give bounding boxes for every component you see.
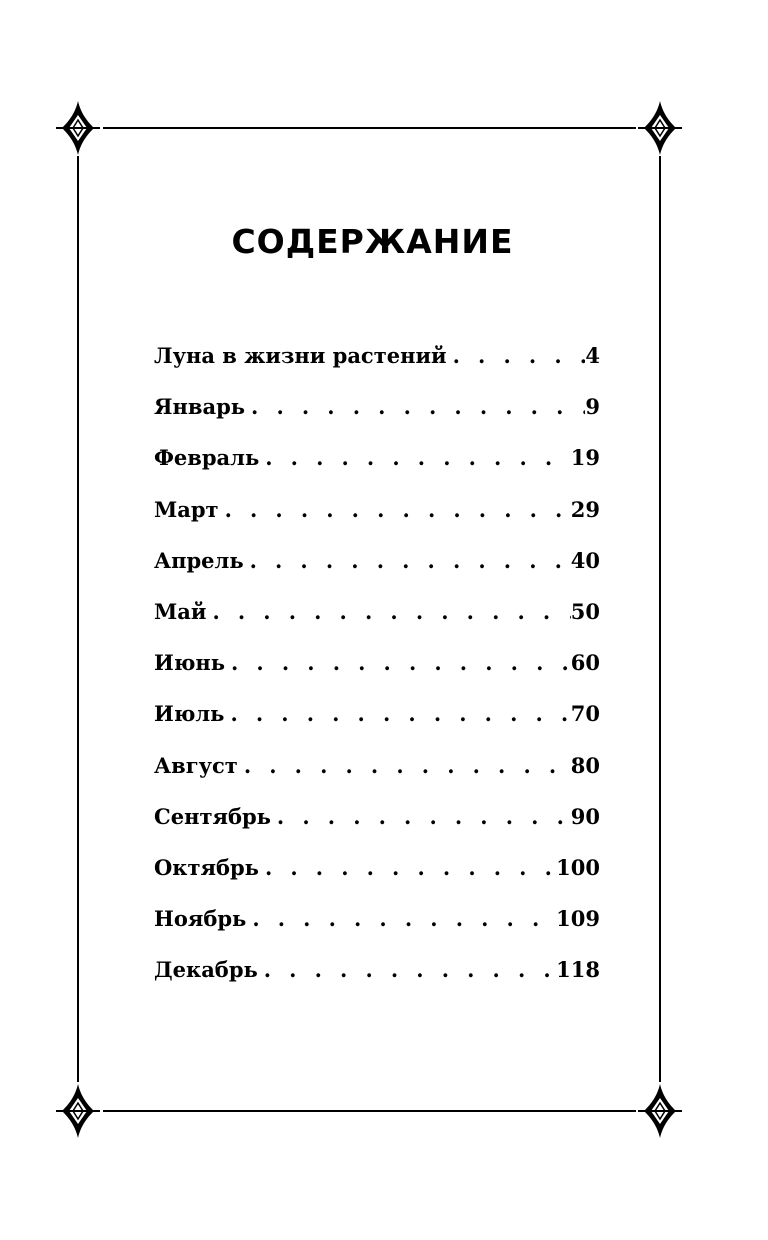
toc-dot-leader xyxy=(453,340,586,372)
toc-entry-title: Июль xyxy=(154,701,225,727)
toc-entry-title: Декабрь xyxy=(154,957,258,983)
toc-entry-page-number: 4 xyxy=(585,343,600,368)
toc-dot-leader xyxy=(251,391,585,423)
toc-dot-leader xyxy=(244,750,571,782)
toc-entry-title: Февраль xyxy=(154,445,260,471)
diamond-ornament-icon xyxy=(56,1084,100,1138)
toc-entry[interactable] xyxy=(154,698,600,749)
toc-entry-page-number: 29 xyxy=(570,496,600,522)
toc-entry[interactable] xyxy=(154,340,600,391)
toc-entry-title: Луна в жизни растений xyxy=(154,343,447,368)
toc-entry[interactable] xyxy=(154,954,600,1005)
toc-dot-leader xyxy=(250,545,571,577)
toc-dot-leader xyxy=(230,698,570,730)
diamond-ornament-icon xyxy=(638,1084,682,1138)
toc-entry-page-number: 60 xyxy=(570,650,600,676)
toc-entry-title: Август xyxy=(154,752,238,778)
toc-dot-leader xyxy=(265,852,556,884)
table-of-contents xyxy=(154,340,600,1005)
toc-entry-page-number: 90 xyxy=(570,803,600,829)
toc-entry-page-number: 9 xyxy=(585,394,600,420)
toc-entry-page-number: 80 xyxy=(570,752,600,778)
toc-entry-title: Апрель xyxy=(154,547,244,573)
toc-entry[interactable] xyxy=(154,852,600,903)
toc-entry-title: Май xyxy=(154,598,207,624)
toc-entry-page-number: 109 xyxy=(556,906,600,932)
toc-entry-page-number: 70 xyxy=(570,701,600,727)
toc-entry-page-number: 100 xyxy=(556,854,600,880)
toc-entry[interactable] xyxy=(154,391,600,442)
toc-entry-title: Сентябрь xyxy=(154,803,271,829)
toc-entry[interactable] xyxy=(154,442,600,493)
toc-entry[interactable] xyxy=(154,750,600,801)
toc-dot-leader xyxy=(252,903,556,935)
toc-entry-page-number: 50 xyxy=(570,598,600,624)
toc-entry-title: Март xyxy=(154,496,219,522)
toc-dot-leader xyxy=(231,647,571,679)
diamond-ornament-icon xyxy=(638,101,682,155)
toc-dot-leader xyxy=(265,442,571,474)
toc-entry-title: Июнь xyxy=(154,650,225,676)
toc-entry-title: Январь xyxy=(154,394,246,420)
page-title: СОДЕРЖАНИЕ xyxy=(231,222,514,261)
diamond-ornament-icon xyxy=(56,101,100,155)
toc-dot-leader xyxy=(225,494,571,526)
toc-entry[interactable] xyxy=(154,903,600,954)
toc-entry-title: Октябрь xyxy=(154,854,259,880)
toc-entry[interactable] xyxy=(154,494,600,545)
toc-entry[interactable] xyxy=(154,545,600,596)
toc-entry-page-number: 19 xyxy=(570,445,600,471)
toc-entry-page-number: 40 xyxy=(570,547,600,573)
toc-entry-title: Ноябрь xyxy=(154,906,247,932)
toc-entry[interactable] xyxy=(154,801,600,852)
toc-entry-page-number: 118 xyxy=(556,957,600,983)
toc-dot-leader xyxy=(264,954,556,986)
toc-dot-leader xyxy=(277,801,571,833)
toc-dot-leader xyxy=(212,596,570,628)
toc-entry[interactable] xyxy=(154,596,600,647)
toc-entry[interactable] xyxy=(154,647,600,698)
